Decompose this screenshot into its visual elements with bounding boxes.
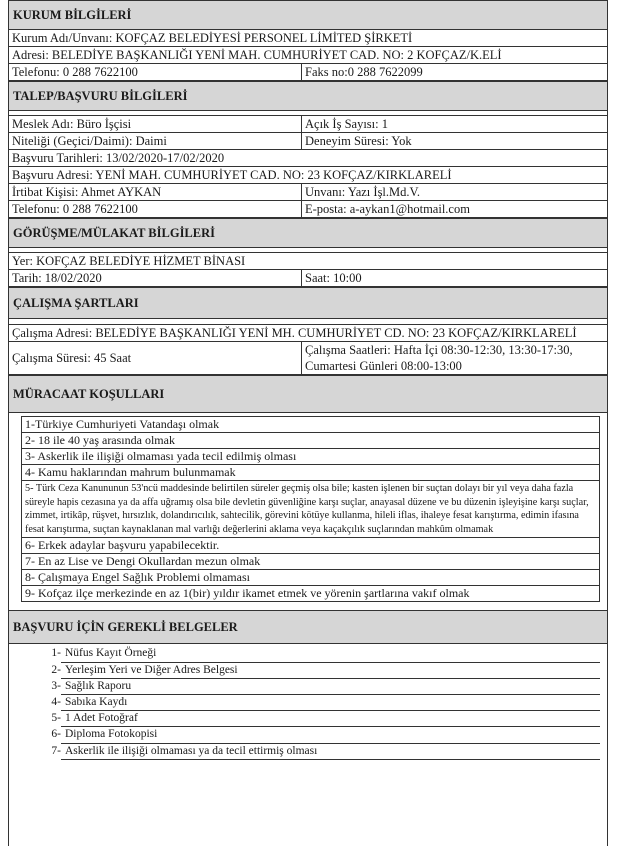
list-item: 8- Çalışmaya Engel Sağlık Problemi olmaması — [22, 570, 599, 586]
kurum-adi: Kurum Adı/Unvanı: KOFÇAZ BELEDİYESİ PERSONEL LİMİTED ŞİRKETİ — [12, 31, 413, 45]
talep-table — [8, 111, 608, 218]
document — [8, 0, 608, 846]
table-row — [9, 115, 607, 133]
kurum-telefon: Telefonu: 0 288 7622100 — [9, 64, 302, 80]
list-item: 6- Diploma Fotokopisi — [21, 727, 600, 743]
irtibat-kisisi: İrtibat Kişisi: Ahmet AYKAN — [9, 184, 302, 200]
acik-is-sayisi: Açık İş Sayısı: 1 — [305, 117, 388, 131]
list-item: 2- 18 ile 40 yaş arasında olmak — [22, 433, 599, 449]
table-row — [9, 64, 607, 80]
list-item: 5- 1 Adet Fotoğraf — [21, 711, 600, 727]
section-header-calisma — [8, 287, 608, 319]
section-header-kurum — [8, 0, 608, 30]
deneyim-suresi: Deneyim Süresi: Yok — [305, 134, 412, 148]
section-title: ÇALIŞMA ŞARTLARI — [13, 295, 139, 310]
list-item: 5- Türk Ceza Kanununun 53'ncü maddesinde belirtilen süreler geçmiş olsa bile; kasten işlenen bir suçtan dolayı bir yıl veya daha fazla süreyle hapis cezasına ya da affa uğramış olsa bile devletin güvenliğine karşı suçlar, anayasal düzene ve bu düzenin işleyişine karşı suçlar, zimmet, irtikâp, rüşvet, hırsızlık, dolandırıcılık, sahtecilik, görevini kötüye kullanma, hileli iflas, ihaleye fesat karıştırma, edimin ifasına fesat karıştırma, suçtan kaynaklanan mal varlığı değerlerini aklama veya kaçakçılık suçlarından mahkûm olmamak — [22, 481, 599, 538]
calisma-table — [8, 319, 608, 375]
calisma-suresi: Çalışma Süresi: 45 Saat — [9, 342, 302, 374]
section-title: KURUM BİLGİLERİ — [13, 7, 132, 22]
list-item: 7- Askerlik ile ilişiği olmaması ya da tecil ettirmiş olması — [21, 744, 600, 760]
basvuru-adresi: Başvuru Adresi: YENİ MAH. CUMHURİYET CAD. NO: 23 KOFÇAZ/KIRKLARELİ — [12, 168, 452, 182]
gorusme-saat: Saat: 10:00 — [305, 271, 362, 285]
gorusme-table — [8, 248, 608, 287]
eposta: E-posta: a-aykan1@hotmail.com — [305, 202, 470, 216]
talep-telefon: Telefonu: 0 288 7622100 — [9, 201, 302, 217]
gorusme-yer: Yer: KOFÇAZ BELEDİYE HİZMET BİNASI — [12, 254, 246, 268]
section-header-belgeler — [8, 610, 608, 644]
kurum-faks: Faks no:0 288 7622099 — [305, 65, 423, 79]
table-row — [9, 342, 607, 374]
calisma-adresi: Çalışma Adresi: BELEDİYE BAŞKANLIĞI YENİ MH. CUMHURİYET CD. NO: 23 KOFÇAZ/KIRKLARELİ — [12, 326, 577, 340]
section-title: TALEP/BAŞVURU BİLGİLERİ — [13, 88, 188, 103]
unvani: Unvanı: Yazı İşl.Md.V. — [305, 185, 421, 199]
table-row — [9, 150, 607, 167]
table-row — [9, 270, 607, 286]
list-item: 6- Erkek adaylar başvuru yapabilecektir. — [22, 538, 599, 554]
list-item: 3- Sağlık Raporu — [21, 679, 600, 695]
belgeler-wrapper — [8, 644, 608, 846]
list-item: 1- Nüfus Kayıt Örneği — [21, 646, 600, 662]
calisma-saatleri: Çalışma Saatleri: Hafta İçi 08:30-12:30, 13:30-17:30, Cumartesi Günleri 08:00-13:00 — [305, 343, 573, 373]
section-title: GÖRÜŞME/MÜLAKAT BİLGİLERİ — [13, 225, 216, 240]
list-item: 4- Sabıka Kaydı — [21, 695, 600, 711]
list-item: 4- Kamu haklarından mahrum bulunmamak — [22, 465, 599, 481]
section-header-muracaat — [8, 375, 608, 413]
meslek-adi: Meslek Adı: Büro İşçisi — [9, 116, 302, 132]
muracaat-wrapper — [8, 413, 608, 610]
table-row — [9, 324, 607, 342]
list-item: 9- Kofçaz ilçe merkezinde en az 1(bir) yıldır ikamet etmek ve yörenin şartlarına vakıf olmak — [25, 586, 470, 601]
table-row — [9, 201, 607, 217]
table-row — [9, 47, 607, 64]
muracaat-list — [21, 416, 600, 602]
section-title: BAŞVURU İÇİN GEREKLİ BELGELER — [13, 619, 238, 634]
section-title: MÜRACAAT KOŞULLARI — [13, 386, 165, 401]
kurum-table — [8, 30, 608, 81]
table-row — [9, 133, 607, 150]
list-item: 3- Askerlik ile ilişiği olmaması yada tecil edilmiş olması — [22, 449, 599, 465]
list-item: 2- Yerleşim Yeri ve Diğer Adres Belgesi — [21, 663, 600, 679]
table-row — [9, 184, 607, 201]
kurum-adres: Adresi: BELEDİYE BAŞKANLIĞI YENİ MAH. CUMHURİYET CAD. NO: 2 KOFÇAZ/K.ELİ — [12, 48, 502, 62]
gorusme-tarih: Tarih: 18/02/2020 — [9, 270, 302, 286]
niteligi: Niteliği (Geçici/Daimi): Daimi — [9, 133, 302, 149]
list-item: 1-Türkiye Cumhuriyeti Vatandaşı olmak — [22, 417, 599, 433]
belgeler-list — [21, 646, 600, 759]
table-row — [9, 252, 607, 270]
basvuru-tarihleri: Başvuru Tarihleri: 13/02/2020-17/02/2020 — [12, 151, 225, 165]
section-header-gorusme — [8, 218, 608, 248]
section-header-talep — [8, 81, 608, 111]
table-row — [9, 167, 607, 184]
table-row — [9, 30, 607, 47]
list-item: 7- En az Lise ve Dengi Okullardan mezun olmak — [22, 554, 599, 570]
